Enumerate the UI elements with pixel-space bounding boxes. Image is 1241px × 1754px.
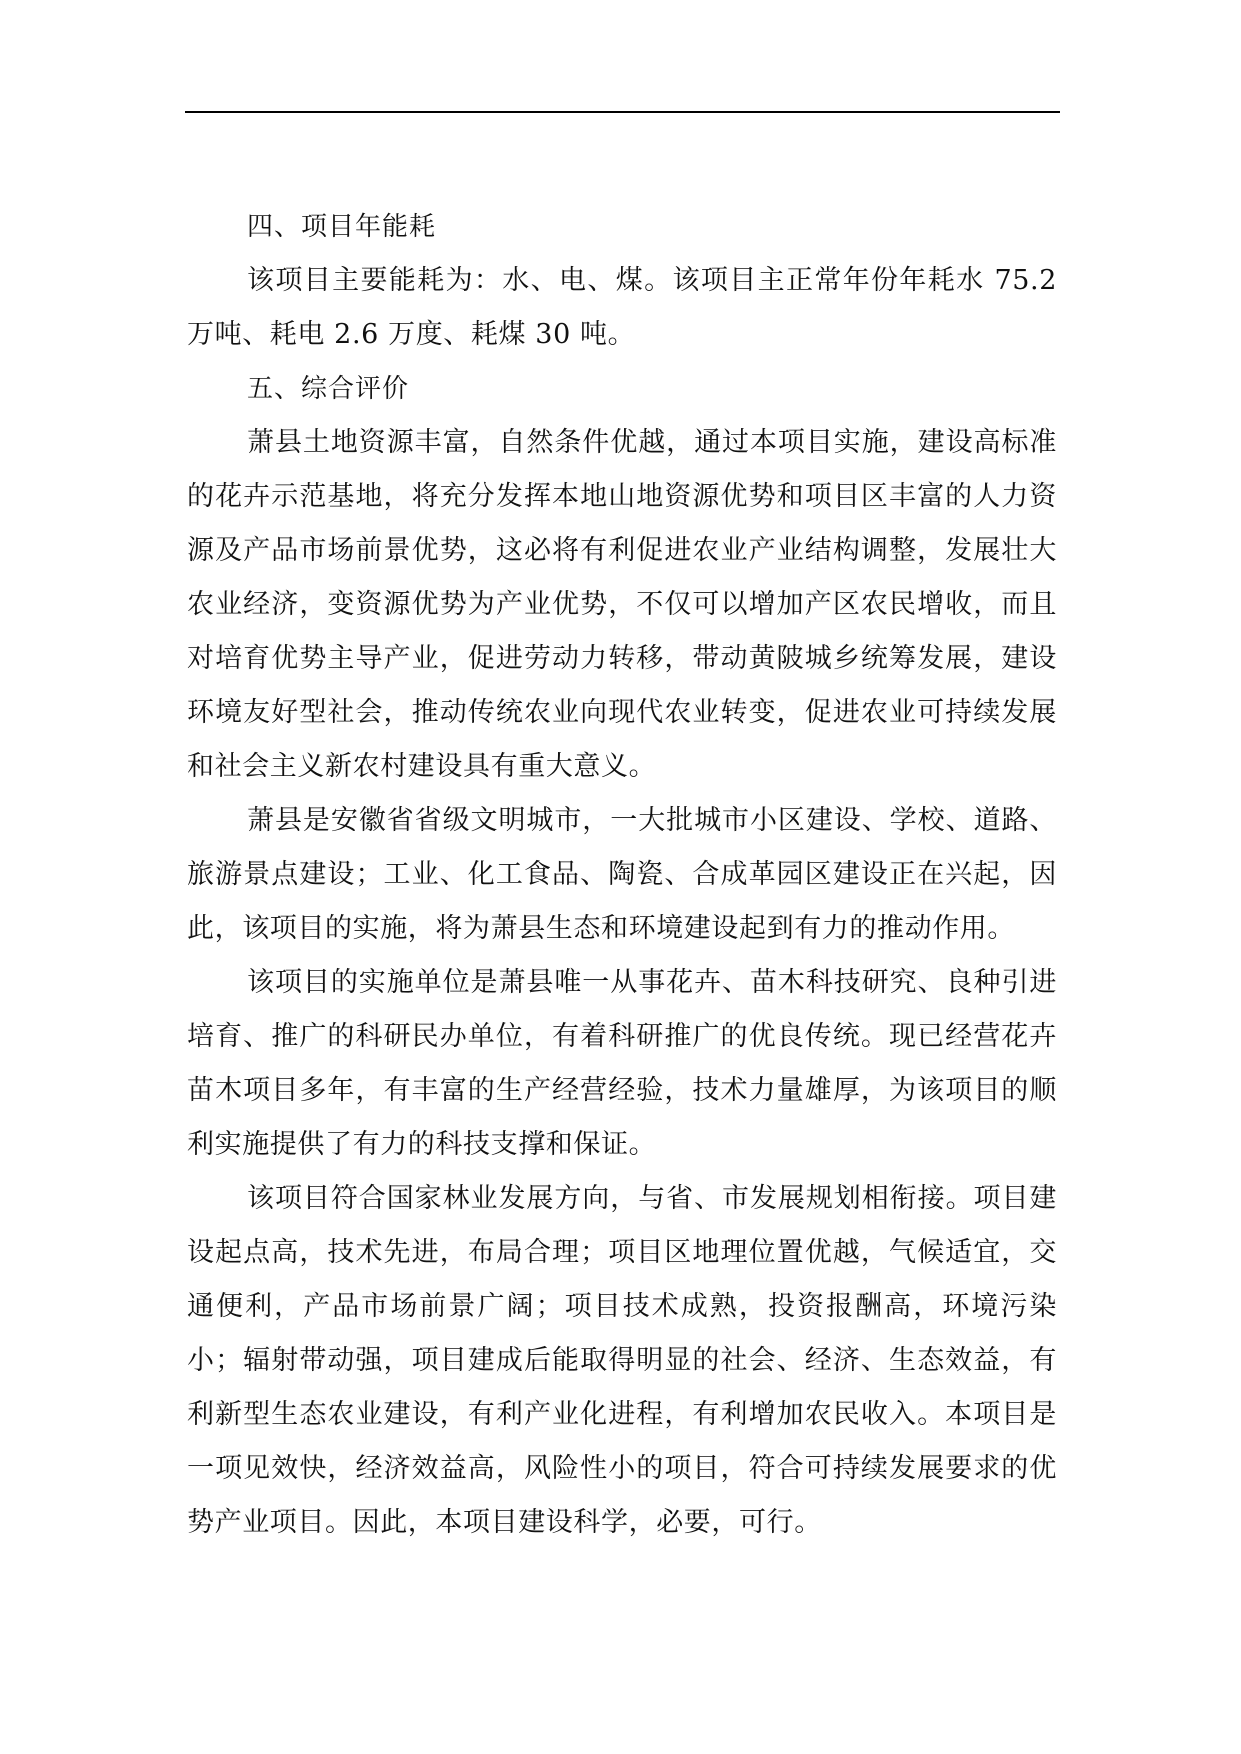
header-rule [185,111,1060,113]
paragraph-evaluation-2: 萧县是安徽省省级文明城市，一大批城市小区建设、学校、道路、旅游景点建设；工业、化工食品、陶瓷、合成革园区建设正在兴起，因此，该项目的实施，将为萧县生态和环境建设起到有力的推动作用。 [187,805,1057,944]
paragraph-evaluation-1: 萧县土地资源丰富，自然条件优越，通过本项目实施，建设高标准的花卉示范基地，将充分发挥本地山地资源优势和项目区丰富的人力资源及产品市场前景优势，这必将有利促进农业产业结构调整，发展壮大农业经济，变资源优势为产业优势，不仅可以增加产区农民增收，而且对培育优势主导产业，促进劳动力转移，带动黄陂城乡统筹发展，建设环境友好型社会，推动传统农业向现代农业转变，促进农业可持续发展和社会主义新农村建设具有重大意义。 [187,427,1057,782]
paragraph-evaluation-4: 该项目符合国家林业发展方向，与省、市发展规划相衔接。项目建设起点高，技术先进，布局合理；项目区地理位置优越，气候适宜，交通便利，产品市场前景广阔；项目技术成熟，投资报酬高，环境污染小；辐射带动强，项目建成后能取得明显的社会、经济、生态效益，有利新型生态农业建设，有利产业化进程，有利增加农民收入。本项目是一项见效快，经济效益高，风险性小的项目，符合可持续发展要求的优势产业项目。因此，本项目建设科学，必要，可行。 [187,1183,1057,1538]
section-heading-evaluation: 五、综合评价 [247,374,410,404]
paragraph-evaluation-3: 该项目的实施单位是萧县唯一从事花卉、苗木科技研究、良种引进培育、推广的科研民办单位，有着科研推广的优良传统。现已经营花卉苗木项目多年，有丰富的生产经营经验，技术力量雄厚，为该项目的顺利实施提供了有力的科技支撑和保证。 [187,967,1057,1160]
document-body [187,200,1057,1550]
section-heading-energy: 四、项目年能耗 [247,212,437,242]
paragraph-energy-consumption: 该项目主要能耗为：水、电、煤。该项目主正常年份年耗水 75.2 万吨、耗电 2.6 万度、耗煤 30 吨。 [187,265,1057,350]
